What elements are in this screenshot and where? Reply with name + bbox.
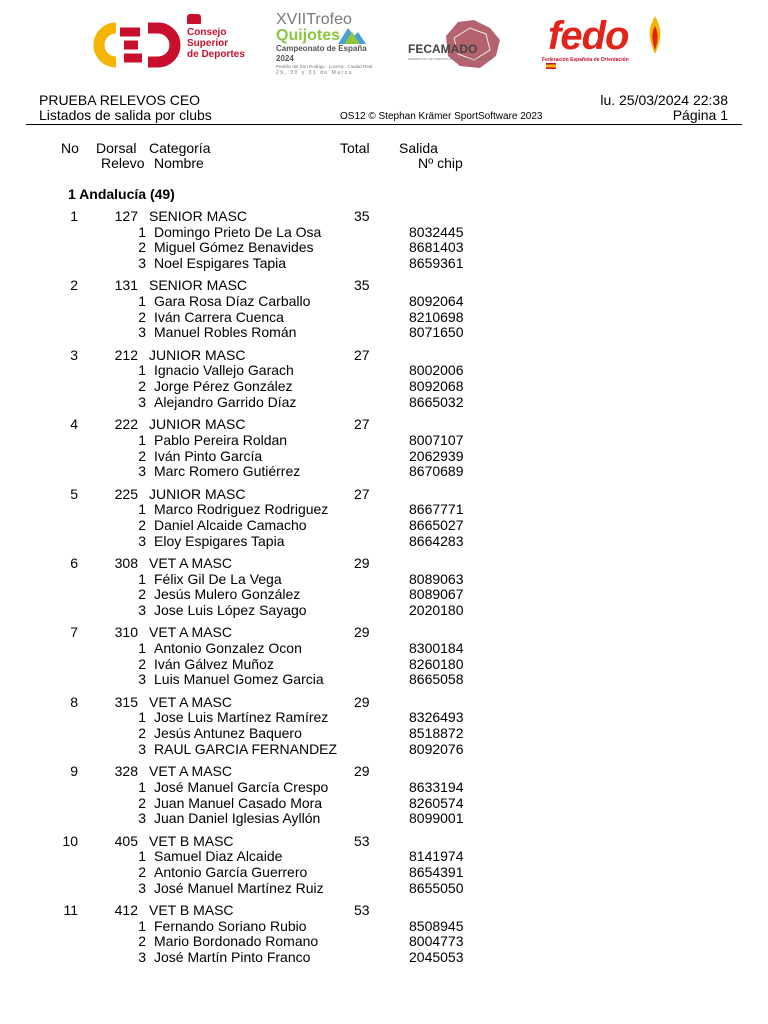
team-total: 35	[354, 277, 370, 294]
team-dorsal: 412	[114, 902, 138, 918]
runner-leg: 1	[138, 501, 146, 518]
col-total: Total	[340, 140, 370, 156]
spain-flag-icon	[546, 63, 556, 69]
runner-name: José Manuel Martínez Ruiz	[154, 879, 324, 896]
team-category: SENIOR MASC	[149, 277, 248, 294]
team-category: VET A MASC	[149, 555, 232, 571]
team-entry	[0, 278, 768, 348]
runner-name: Jorge Pérez González	[154, 378, 293, 395]
runner-leg: 2	[138, 725, 146, 742]
runner-leg: 1	[138, 778, 146, 795]
runner-chip: 8670689	[409, 463, 464, 480]
team-number: 11	[63, 902, 78, 918]
mountain-icon	[338, 22, 366, 46]
runner-name: Jesús Mulero González	[154, 586, 301, 603]
team-entry	[0, 903, 768, 973]
runner-leg: 1	[138, 431, 146, 448]
runner-leg: 2	[138, 378, 146, 395]
runner-chip: 8665058	[409, 671, 464, 688]
runner-chip: 8665027	[409, 516, 464, 533]
runner-leg: 2	[138, 794, 146, 811]
runner-leg: 2	[138, 516, 146, 533]
team-number: 7	[70, 624, 78, 641]
team-entry	[0, 695, 768, 765]
runner-leg: 1	[138, 917, 146, 934]
runner-name: RAUL GARCIA FERNANDEZ	[154, 740, 338, 757]
runner-leg: 1	[138, 848, 146, 865]
team-number: 10	[62, 832, 78, 849]
team-number: 2	[70, 277, 78, 294]
team-dorsal: 308	[114, 555, 138, 571]
team-dorsal: 212	[114, 346, 138, 363]
team-dorsal: 405	[114, 832, 138, 849]
runner-name: Iván Gálvez Muñoz	[154, 655, 274, 672]
runner-chip: 8664283	[409, 532, 464, 549]
runner-leg: 3	[138, 532, 146, 549]
runner-chip: 8092068	[409, 378, 464, 395]
runner-name: Pablo Pereira Roldan	[154, 431, 288, 448]
team-total: 29	[354, 555, 370, 571]
runner-leg: 1	[138, 293, 146, 310]
col-salida: Salida	[399, 140, 438, 156]
runner-chip: 8260574	[409, 794, 464, 811]
team-number: 9	[70, 763, 78, 780]
runner-name: Domingo Prieto De La Osa	[154, 223, 322, 240]
runner-name: Ignacio Vallejo Garach	[154, 362, 294, 379]
team-category: VET B MASC	[149, 832, 234, 849]
team-dorsal: 225	[114, 485, 138, 502]
col-nombre: Nombre	[154, 155, 204, 171]
team-total: 53	[354, 902, 370, 918]
list-title: Listados de salida por clubs	[39, 107, 212, 123]
runner-chip: 2062939	[409, 447, 464, 464]
team-total: 29	[354, 624, 370, 641]
runner-chip: 8681403	[409, 239, 464, 256]
runner-chip: 8002006	[409, 362, 464, 379]
col-relevo: Relevo	[101, 155, 145, 171]
runner-chip: 8007107	[409, 431, 464, 448]
col-no: No	[61, 140, 79, 156]
team-entry	[0, 556, 768, 626]
team-number: 8	[70, 693, 78, 710]
team-number: 4	[70, 416, 78, 433]
flame-icon	[646, 16, 664, 54]
runner-leg: 2	[138, 933, 146, 950]
runner-name: Antonio García Guerrero	[154, 863, 308, 880]
team-number: 5	[70, 485, 78, 502]
runner-chip: 8659361	[409, 255, 464, 272]
runner-leg: 2	[138, 586, 146, 603]
fecamado-logo: FECAMADO	[408, 42, 478, 56]
print-datetime: lu. 25/03/2024 22:38	[600, 92, 728, 108]
team-dorsal: 315	[114, 693, 138, 710]
runner-chip: 8092064	[409, 293, 464, 310]
runner-leg: 3	[138, 949, 146, 966]
runner-leg: 1	[138, 640, 146, 657]
software-credit: OS12 © Stephan Krämer SportSoftware 2023	[340, 111, 543, 122]
team-dorsal: 131	[114, 277, 138, 294]
team-category: SENIOR MASC	[149, 208, 248, 224]
team-total: 27	[354, 416, 370, 433]
runner-leg: 3	[138, 463, 146, 480]
runner-leg: 1	[138, 223, 146, 240]
team-number: 3	[70, 346, 78, 363]
team-total: 35	[354, 208, 370, 224]
team-category: JUNIOR MASC	[149, 416, 246, 433]
runner-leg: 1	[138, 709, 146, 726]
runner-name: José Martín Pinto Franco	[154, 949, 311, 966]
runner-name: Juan Manuel Casado Mora	[154, 794, 323, 811]
runner-name: José Manuel García Crespo	[154, 778, 329, 795]
runner-leg: 2	[138, 863, 146, 880]
runner-chip: 2020180	[409, 602, 464, 619]
runner-chip: 8210698	[409, 308, 464, 325]
runner-name: Gara Rosa Díaz Carballo	[154, 293, 311, 310]
team-category: VET A MASC	[149, 763, 232, 780]
team-total: 27	[354, 346, 370, 363]
runner-leg: 2	[138, 239, 146, 256]
runner-leg: 3	[138, 810, 146, 827]
runner-chip: 8071650	[409, 324, 464, 341]
runner-name: Luis Manuel Gomez Garcia	[154, 671, 324, 688]
runner-chip: 8518872	[409, 725, 464, 742]
runner-leg: 1	[138, 362, 146, 379]
csd-crown-icon	[187, 14, 201, 24]
team-dorsal: 222	[114, 416, 138, 433]
csd-text: Consejo Superior de Deportes	[187, 27, 245, 60]
runner-leg: 1	[138, 570, 146, 587]
col-categoria: Categoría	[149, 140, 211, 156]
runner-chip: 2045053	[409, 949, 464, 966]
runner-name: Fernando Soriano Rubio	[154, 917, 307, 934]
club-header: 1 Andalucía (49)	[68, 186, 175, 202]
team-category: JUNIOR MASC	[149, 485, 246, 502]
runner-name: Alejandro Garrido Díaz	[154, 393, 297, 410]
runner-leg: 2	[138, 308, 146, 325]
runner-chip: 8089063	[409, 570, 464, 587]
runner-chip: 8508945	[409, 917, 464, 934]
runner-chip: 8089067	[409, 586, 464, 603]
team-entry	[0, 348, 768, 418]
runner-chip: 8141974	[409, 848, 464, 865]
runner-chip: 8633194	[409, 778, 464, 795]
runner-name: Samuel Diaz Alcaide	[154, 848, 283, 865]
page-number: Página 1	[672, 107, 728, 123]
team-entry	[0, 834, 768, 904]
team-total: 29	[354, 763, 370, 780]
fedo-logo: fedo	[548, 14, 629, 58]
trofeo-quijotes-logo: XVIITrofeo Quijotes Campeonato de España 2024 Pedrillo del Don Rodrigo · Lucena · Ciudad Real 29, 30 y 31 de Marzo	[276, 11, 373, 76]
logo-banner	[0, 0, 768, 90]
event-title: PRUEBA RELEVOS CEO	[39, 92, 201, 108]
team-entry	[0, 209, 768, 279]
team-dorsal: 328	[114, 763, 138, 780]
runner-name: Jose Luis López Sayago	[154, 602, 307, 619]
runner-name: Daniel Alcaide Camacho	[154, 516, 307, 533]
runner-name: Marco Rodriguez Rodriguez	[154, 501, 329, 518]
team-category: VET B MASC	[149, 902, 234, 918]
runner-name: Jesús Antunez Baquero	[154, 725, 302, 742]
team-total: 27	[354, 485, 370, 502]
team-total: 53	[354, 832, 370, 849]
runner-leg: 2	[138, 655, 146, 672]
runner-name: Juan Daniel Iglesias Ayllón	[154, 810, 321, 827]
runner-name: Jose Luis Martínez Ramírez	[154, 709, 329, 726]
fecamado-subtitle: FEDERACIÓN DE ORIENTACIÓN DE CASTILLA-LA MANCHA	[408, 57, 493, 61]
runner-leg: 3	[138, 324, 146, 341]
team-entry	[0, 417, 768, 487]
runner-leg: 3	[138, 671, 146, 688]
team-dorsal: 127	[114, 208, 138, 224]
runner-name: Iván Carrera Cuenca	[154, 308, 284, 325]
runner-name: Manuel Robles Román	[154, 324, 297, 341]
runner-chip: 8004773	[409, 933, 464, 950]
runner-chip: 8665032	[409, 393, 464, 410]
runner-name: Miguel Gómez Benavides	[154, 239, 314, 256]
fedo-subtitle: Federación Española de Orientación	[542, 57, 629, 63]
team-number: 6	[70, 555, 78, 571]
col-chip: Nº chip	[418, 155, 463, 171]
runner-leg: 2	[138, 447, 146, 464]
team-category: VET A MASC	[149, 693, 232, 710]
csd-logo	[80, 22, 184, 68]
runner-name: Eloy Espigares Tapia	[154, 532, 285, 549]
runner-chip: 8655050	[409, 879, 464, 896]
team-entry	[0, 487, 768, 557]
team-total: 29	[354, 693, 370, 710]
team-category: JUNIOR MASC	[149, 346, 246, 363]
runner-name: Marc Romero Gutiérrez	[154, 463, 301, 480]
runner-name: Mario Bordonado Romano	[154, 933, 319, 950]
team-entry	[0, 764, 768, 834]
header-divider	[26, 124, 742, 125]
team-dorsal: 310	[114, 624, 138, 641]
runner-name: Antonio Gonzalez Ocon	[154, 640, 302, 657]
col-dorsal: Dorsal	[96, 140, 137, 156]
runner-chip: 8032445	[409, 223, 464, 240]
runner-chip: 8300184	[409, 640, 464, 657]
runner-chip: 8654391	[409, 863, 464, 880]
runner-chip: 8667771	[409, 501, 464, 518]
runner-name: Félix Gil De La Vega	[154, 570, 282, 587]
runner-leg: 3	[138, 255, 146, 272]
runner-chip: 8326493	[409, 709, 464, 726]
runner-leg: 3	[138, 879, 146, 896]
runner-leg: 3	[138, 393, 146, 410]
runner-chip: 8099001	[409, 810, 464, 827]
runner-leg: 3	[138, 740, 146, 757]
team-number: 1	[70, 208, 78, 224]
runner-name: Iván Pinto García	[154, 447, 263, 464]
team-category: VET A MASC	[149, 624, 232, 641]
runner-chip: 8260180	[409, 655, 464, 672]
team-entry	[0, 625, 768, 695]
runner-leg: 3	[138, 602, 146, 619]
runner-chip: 8092076	[409, 740, 464, 757]
runner-name: Noel Espigares Tapia	[154, 255, 287, 272]
